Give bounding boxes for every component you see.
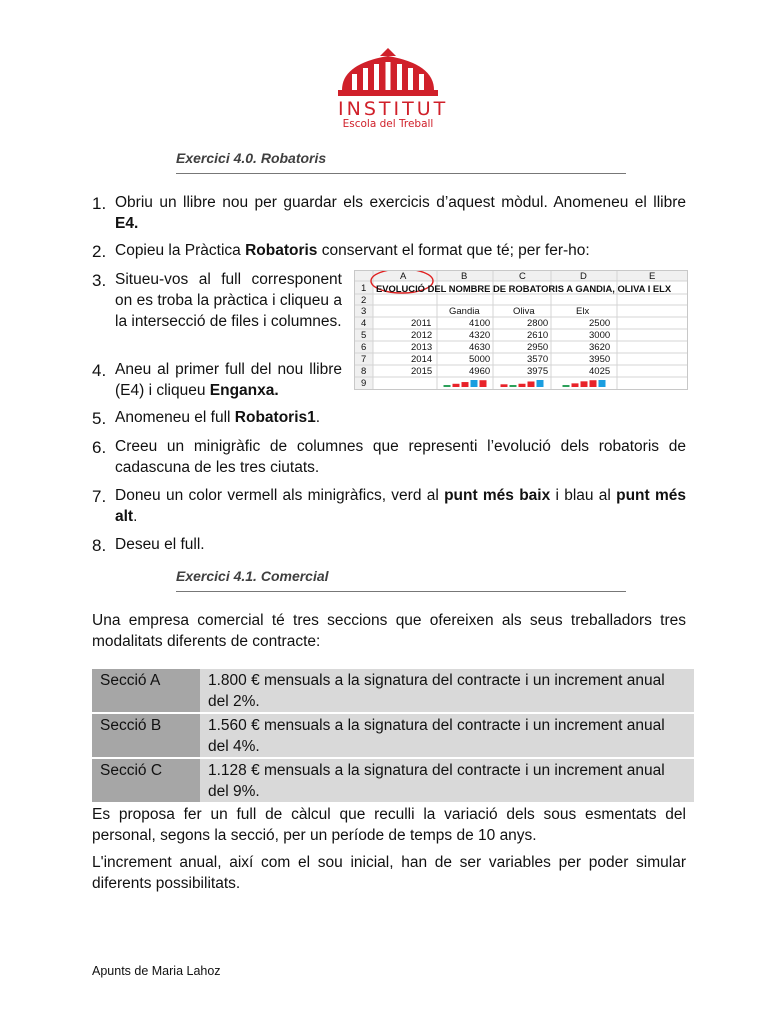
section-name: Secció A	[92, 669, 200, 713]
exercise-4-1-title: Exercici 4.1. Comercial	[176, 568, 329, 584]
logo-line2: Escola del Treball	[342, 118, 434, 130]
row-number: 5	[361, 330, 367, 341]
institut-logo	[338, 46, 449, 132]
row-number: 2	[361, 295, 367, 306]
paragraph-2: L'increment anual, així com el sou inicial, han de ser variables per poder simular diferents possibilitats.	[92, 854, 686, 892]
step-6: Creeu un minigràfic de columnes que representi l’evolució dels robatoris de cadascuna de les tres ciutats.	[115, 438, 686, 476]
step-8: Deseu el full.	[115, 536, 205, 553]
sparkline-bar	[528, 381, 535, 387]
value-cell: 3570	[527, 354, 549, 365]
footer-author: Apunts de Maria Lahoz	[92, 964, 221, 978]
sparkline-bar	[537, 380, 544, 387]
col-header: E	[649, 271, 656, 282]
sparkline-bar	[480, 380, 487, 387]
step-number: 8.	[92, 536, 107, 555]
col-header: C	[519, 271, 526, 282]
value-cell: 5000	[469, 354, 491, 365]
city-header: Elx	[576, 306, 590, 317]
sparkline-bar	[453, 384, 460, 387]
value-cell: 2950	[527, 342, 549, 353]
step-1: Obriu un llibre nou per guardar els exercicis d’aquest mòdul. Anomeneu el llibre E4.	[115, 194, 686, 232]
table-row	[92, 713, 694, 758]
row-number: 9	[361, 378, 367, 389]
sparkline-bar	[444, 385, 451, 387]
title-rule	[176, 591, 626, 592]
year-cell: 2015	[411, 366, 433, 377]
section-desc: 1.560 € mensuals a la signatura del contracte i un increment anual del 4%.	[200, 713, 694, 758]
title-rule	[176, 173, 626, 174]
sheet-title: EVOLUCIÓ DEL NOMBRE DE ROBATORIS A GANDIA, OLIVA I ELX	[376, 283, 672, 294]
row-number: 3	[361, 306, 367, 317]
section-desc: 1.800 € mensuals a la signatura del contracte i un increment anual del 2%.	[200, 669, 694, 713]
value-cell: 3950	[589, 354, 611, 365]
row-number: 7	[361, 354, 367, 365]
row-number: 6	[361, 342, 367, 353]
sparkline-bar	[572, 383, 579, 387]
value-cell: 4025	[589, 366, 611, 377]
step-number: 6.	[92, 438, 107, 457]
step-number: 2.	[92, 242, 107, 261]
value-cell: 4320	[469, 330, 491, 341]
step-number: 1.	[92, 194, 107, 213]
section-name: Secció C	[92, 758, 200, 803]
city-header: Oliva	[513, 306, 535, 317]
row-number: 4	[361, 318, 367, 329]
col-header: D	[580, 271, 587, 282]
sparkline-bar	[471, 380, 478, 387]
paragraph-1: Es proposa fer un full de càlcul que reculli la variació dels sous esmentats del personal, segons la secció, per un període de temps de 10 anys.	[92, 806, 686, 844]
intro-paragraph: Una empresa comercial té tres seccions que ofereixen als seus treballadors tres modalitats diferents de contracte:	[92, 612, 686, 650]
step-5: Anomeneu el full Robatoris1.	[115, 409, 321, 426]
year-cell: 2014	[411, 354, 433, 365]
table-row	[92, 669, 694, 713]
sparkline-bar	[519, 384, 526, 387]
value-cell: 4100	[469, 318, 491, 329]
year-cell: 2012	[411, 330, 433, 341]
value-cell: 4960	[469, 366, 491, 377]
step-number: 4.	[92, 361, 107, 380]
value-cell: 2610	[527, 330, 549, 341]
building-icon	[338, 46, 438, 100]
row-number: 8	[361, 366, 367, 377]
step-number: 5.	[92, 409, 107, 428]
sections-table	[92, 669, 694, 804]
step-2: Copieu la Pràctica Robatoris conservant el format que té; per fer-ho:	[115, 242, 590, 259]
col-header: A	[400, 271, 407, 282]
sparkline-bar	[590, 380, 597, 387]
sparkline-bar	[501, 384, 508, 387]
value-cell: 3620	[589, 342, 611, 353]
value-cell: 2800	[527, 318, 549, 329]
value-cell: 3975	[527, 366, 549, 377]
value-cell: 3000	[589, 330, 611, 341]
sparkline-row	[355, 377, 687, 389]
section-name: Secció B	[92, 713, 200, 758]
step-number: 3.	[92, 271, 107, 290]
exercise-4-0-title: Exercici 4.0. Robatoris	[176, 150, 327, 166]
section-desc: 1.128 € mensuals a la signatura del contracte i un increment anual del 9%.	[200, 758, 694, 803]
sparkline-bar	[563, 385, 570, 387]
sparkline-bar	[510, 385, 517, 387]
value-cell: 4630	[469, 342, 491, 353]
col-header: B	[461, 271, 468, 282]
spreadsheet-excerpt	[354, 270, 688, 390]
sparkline-bar	[581, 381, 588, 387]
sparkline-bar	[599, 380, 606, 387]
row-number: 1	[361, 283, 367, 294]
sparkline-bar	[462, 382, 469, 387]
table-row	[92, 758, 694, 803]
step-number: 7.	[92, 487, 107, 506]
city-header: Gandia	[449, 306, 480, 317]
step-4: Aneu al primer full del nou llibre (E4) i cliqueu Enganxa.	[115, 361, 342, 399]
year-cell: 2013	[411, 342, 433, 353]
year-cell: 2011	[411, 318, 432, 329]
step-3: Situeu-vos al full corresponent on es troba la pràctica i cliqueu a la intersecció de files i columnes.	[115, 271, 342, 330]
step-7: Doneu un color vermell als minigràfics, verd al punt més baix i blau al punt més alt.	[115, 487, 686, 525]
logo-line1: INSTITUT	[338, 98, 449, 120]
value-cell: 2500	[589, 318, 611, 329]
